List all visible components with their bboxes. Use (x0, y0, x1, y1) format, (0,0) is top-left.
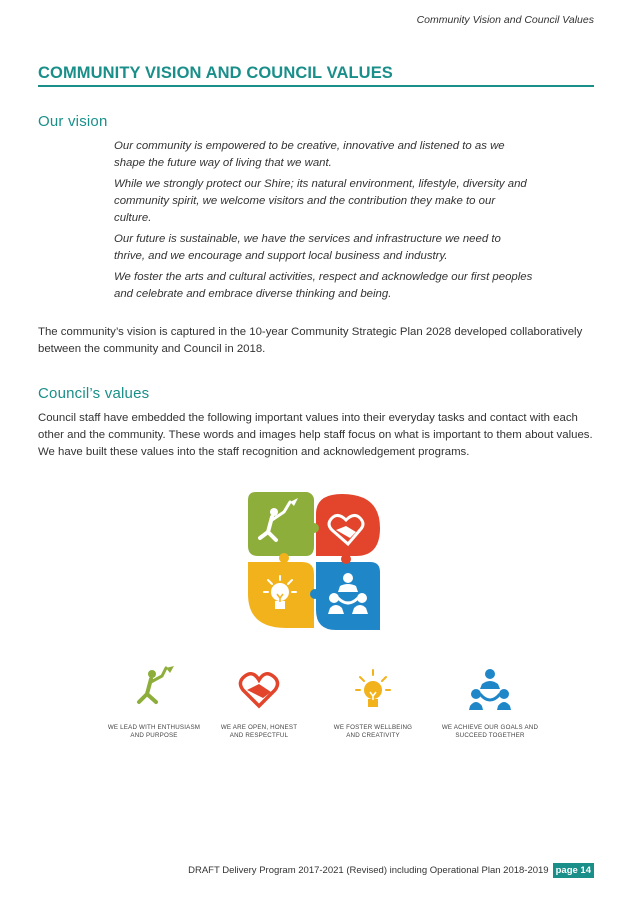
footer-text: DRAFT Delivery Program 2017-2021 (Revised) including Operational Plan 2018-2019 (188, 865, 549, 876)
running-header: Community Vision and Council Values (416, 14, 594, 26)
page-footer (188, 863, 594, 878)
values-logo (246, 490, 384, 632)
vision-paragraph: We foster the arts and cultural activities, respect and acknowledge our first peoples and celebrate and embrace diverse thinking and being. (114, 271, 533, 300)
people-circle-icon (468, 664, 512, 716)
vision-paragraph: Our community is empowered to be creative, innovative and listened to as we shape the future way of living that we want. (114, 140, 505, 169)
title-divider (38, 85, 594, 87)
value-item-enthusiasm (94, 664, 214, 740)
vision-summary: The community’s vision is captured in the 10-year Community Strategic Plan 2028 developed collaboratively between the community and Council in 2018. (38, 326, 583, 355)
value-caption-line: WE LEAD WITH ENTHUSIASM (107, 724, 201, 731)
vision-paragraph: While we strongly protect our Shire; its natural environment, lifestyle, diversity and community spirit, we welcome visitors and the contribution they make to our culture. (114, 178, 527, 224)
value-item-goals (430, 664, 550, 740)
value-caption-line: AND PURPOSE (130, 732, 178, 739)
value-caption-line: AND RESPECTFUL (229, 732, 289, 739)
value-caption-line: WE FOSTER WELLBEING (333, 724, 413, 731)
green-petal (248, 492, 314, 556)
vision-statement (114, 138, 534, 307)
value-item-wellbeing (313, 664, 433, 740)
value-item-open-honest (199, 664, 319, 740)
value-caption-line: WE ARE OPEN, HONEST (220, 724, 298, 731)
values-heading: Council’s values (38, 385, 150, 402)
lightbulb-icon (351, 664, 395, 716)
value-caption-line: WE ACHIEVE OUR GOALS AND (441, 724, 539, 731)
value-caption-line: AND CREATIVITY (346, 732, 400, 739)
vision-paragraph: Our future is sustainable, we have the services and infrastructure we need to thrive, and we encourage and support local business and industry. (114, 233, 501, 262)
page-number-badge: page 14 (553, 863, 594, 878)
blue-petal (316, 562, 380, 630)
value-caption-line: SUCCEED TOGETHER (455, 732, 525, 739)
red-petal (316, 494, 380, 556)
values-intro: Council staff have embedded the following important values into their everyday tasks and contact with each other and the community. These words and images help staff focus on what is important to them about values. We have built these values into the staff recognition and acknowledgement programs. (38, 412, 593, 458)
vision-heading: Our vision (38, 113, 108, 130)
page-title: COMMUNITY VISION AND COUNCIL VALUES (38, 64, 393, 82)
running-figure-icon (132, 664, 176, 716)
handshake-heart-icon (237, 664, 281, 716)
